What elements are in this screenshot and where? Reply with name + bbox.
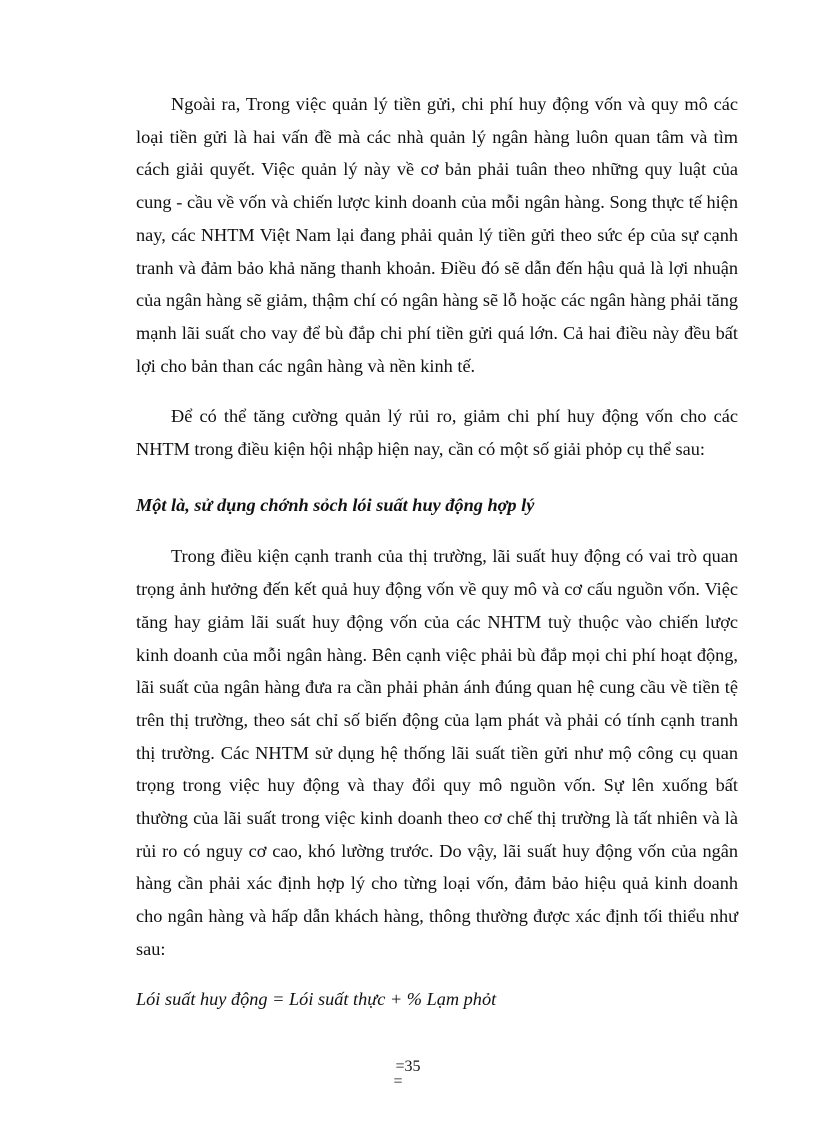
- paragraph-intro: Ngoài ra, Trong việc quản lý tiền gửi, chi phí huy động vốn và quy mô các loại tiền gửi là hai vấn đề mà các nhà quản lý ngân hàng luôn quan tâm và tìm cách giải quyết. Việc quản lý này về cơ bản phải tuân theo những quy luật của cung - cầu về vốn và chiến lược kinh doanh của mỗi ngân hàng. Song thực tế hiện nay, các NHTM Việt Nam lại đang phải quản lý tiền gửi theo sức ép của sự cạnh tranh và đảm bảo khả năng thanh khoản. Điều đó sẽ dẫn đến hậu quả là lợi nhuận của ngân hàng sẽ giảm, thậm chí có ngân hàng sẽ lỗ hoặc các ngân hàng phải tăng mạnh lãi suất cho vay để bù đắp chi phí tiền gửi quá lớn. Cả hai điều này đều bất lợi cho bản than các ngân hàng và nền kinh tế.: [136, 94, 738, 376]
- paragraph-solutions-intro: Để có thể tăng cường quản lý rủi ro, giảm chi phí huy động vốn cho các NHTM trong điều kiện hội nhập hiện nay, cần có một số giải phỏp cụ thể sau:: [136, 406, 738, 460]
- section-heading: Một là, sử dụng chớnh sỏch lói suất huy động hợp lý: [136, 494, 535, 515]
- paragraph-interest-rate: Trong điều kiện cạnh tranh của thị trường, lãi suất huy động có vai trò quan trọng ảnh hưởng đến kết quả huy động vốn về quy mô và cơ cấu nguồn vốn. Việc tăng hay giảm lãi suất huy động vốn của các NHTM tuỳ thuộc vào chiến lược kinh doanh của mỗi ngân hàng. Bên cạnh việc phải bù đắp mọi chi phí hoạt động, lãi suất của ngân hàng đưa ra cần phải phản ánh đúng quan hệ cung cầu về tiền tệ trên thị trường, theo sát chỉ số biến động của lạm phát và phải có tính cạnh tranh thị trường. Các NHTM sử dụng hệ thống lãi suất tiền gửi như mộ công cụ quan trọng trong việc huy động và thay đổi quy mô nguồn vốn. Sự lên xuống bất thường của lãi suất trong việc kinh doanh theo cơ chế thị trường là tất nhiên và là rủi ro có nguy cơ cao, khó lường trước. Do vậy, lãi suất huy động vốn của ngân hàng cần phải xác định hợp lý cho từng loại vốn, đảm bảo hiệu quả kinh doanh cho ngân hàng và hấp dẫn khách hàng, thông thường được xác định tối thiểu như sau:: [136, 546, 738, 959]
- page-number-suffix: =: [393, 1073, 403, 1090]
- page-number: [0, 1058, 816, 1088]
- formula-line: Lói suất huy động = Lói suất thực + % Lạm phỏt: [136, 988, 497, 1009]
- document-body: [136, 88, 738, 1015]
- page-number-value: =35: [395, 1058, 421, 1075]
